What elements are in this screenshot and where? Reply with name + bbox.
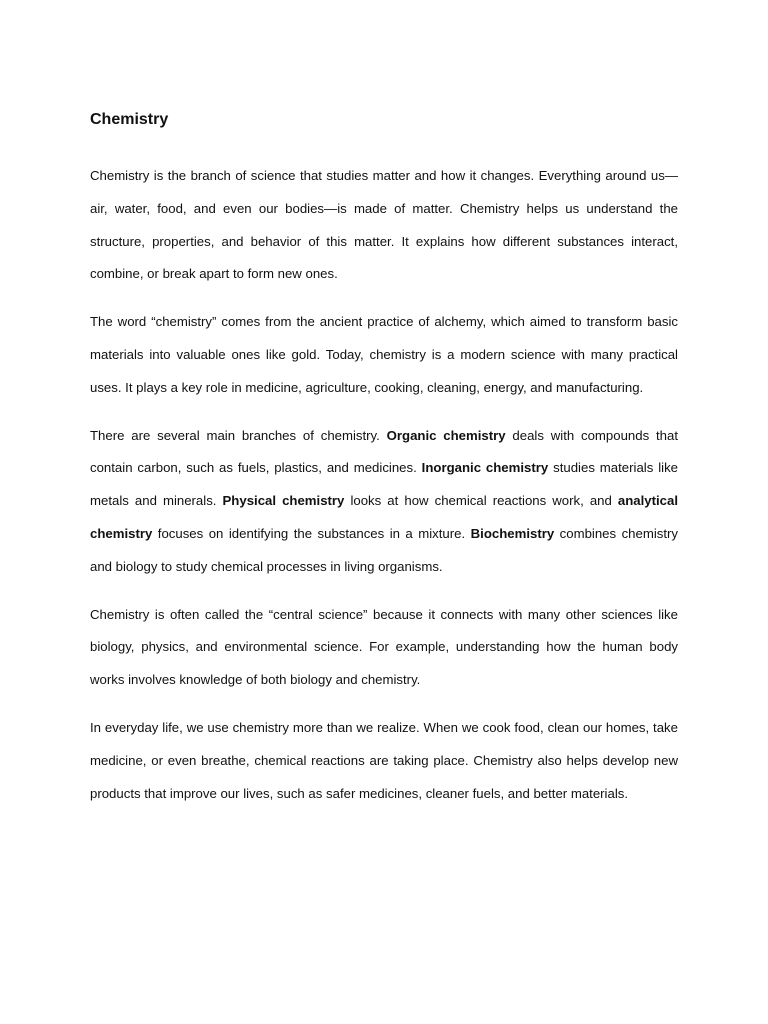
paragraph-text: In everyday life, we use chemistry more than we realize. When we cook food, clean our homes, take medicine, or even breathe, chemical reactions are taking place. Chemistry also helps develop new products that improve our lives, such as safer medicines, cleaner fuels, and better materials. bbox=[90, 719, 678, 801]
paragraph-everyday-life bbox=[90, 712, 678, 810]
paragraph-text: deals with compounds that contain carbon, such as fuels, plastics, and medicines. bbox=[90, 427, 678, 476]
term-physical-chemistry: Physical chemistry bbox=[222, 493, 345, 509]
paragraph-text: Chemistry is often called the “central science” because it connects with many other sciences like biology, physics, and environmental science. For example, understanding how the human body works involves knowledge of both biology and chemistry. bbox=[90, 606, 678, 688]
term-inorganic-chemistry: Inorganic chemistry bbox=[421, 460, 549, 476]
paragraph-definition bbox=[90, 160, 678, 291]
paragraph-etymology bbox=[90, 306, 678, 404]
paragraph-text: There are several main branches of chemistry. bbox=[90, 427, 387, 443]
paragraph-text: The word “chemistry” comes from the ancient practice of alchemy, which aimed to transform basic materials into valuable ones like gold. Today, chemistry is a modern science with many practical uses. It plays a key role in medicine, agriculture, cooking, cleaning, energy, and manufacturing. bbox=[90, 314, 678, 395]
term-biochemistry: Biochemistry bbox=[470, 525, 555, 541]
paragraph-text: Chemistry is the branch of science that studies matter and how it changes. Everything around us—air, water, food, and even our bodies—is made of matter. Chemistry helps us understand the structure, properties, and behavior of this matter. It explains how different substances interact, combine, or break apart to form new ones. bbox=[90, 168, 678, 282]
paragraph-central-science bbox=[90, 599, 678, 697]
document-title: Chemistry bbox=[90, 111, 169, 128]
term-organic-chemistry: Organic chemistry bbox=[386, 427, 506, 443]
paragraph-text: focuses on identifying the substances in a mixture. bbox=[152, 525, 471, 541]
paragraph-branches bbox=[90, 420, 678, 584]
paragraph-text: combines chemistry and biology to study chemical processes in living organisms. bbox=[90, 525, 678, 574]
document-page bbox=[90, 110, 678, 825]
term-analytical-chemistry: analytical chemistry bbox=[90, 493, 678, 541]
paragraph-text: studies materials like metals and minerals. bbox=[90, 460, 678, 509]
paragraph-text: looks at how chemical reactions work, and bbox=[344, 493, 618, 509]
